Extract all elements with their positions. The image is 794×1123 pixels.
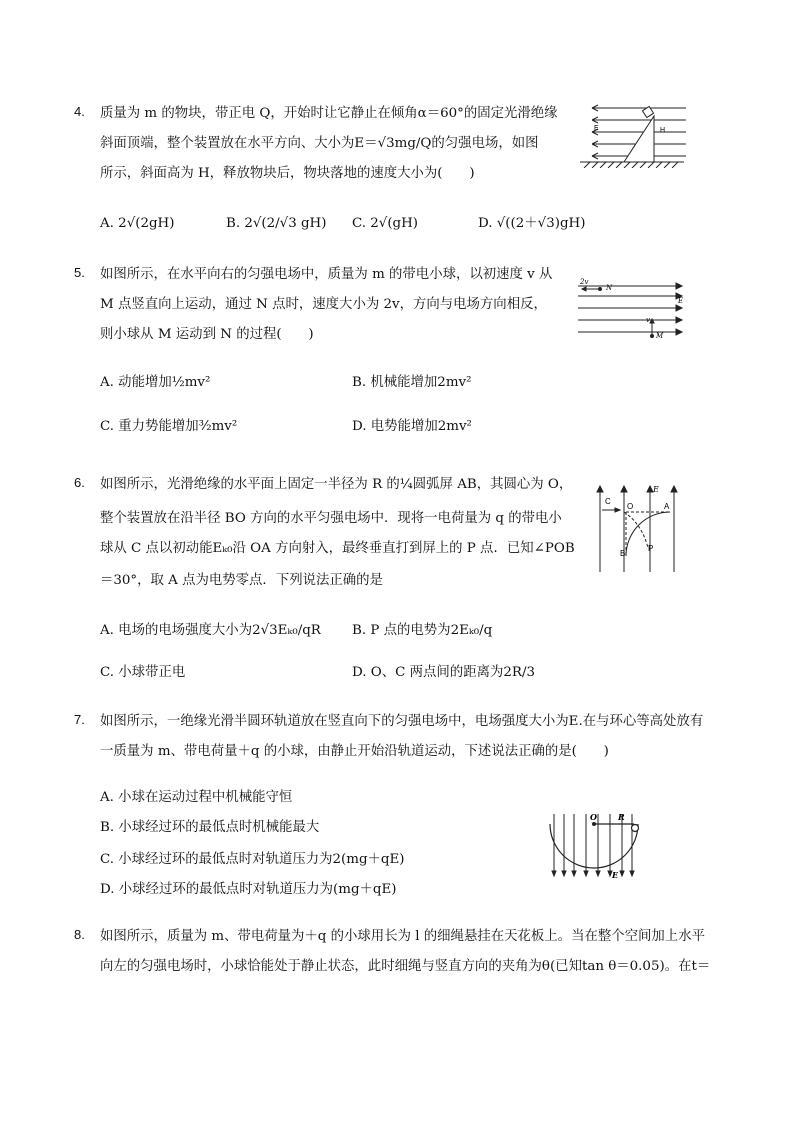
option-b[interactable]: B. 机械能增加2mv² — [352, 375, 472, 390]
option-a[interactable]: A. 2√(2gH) — [100, 216, 175, 231]
figure-label: E — [653, 485, 659, 494]
option-a[interactable]: A. 动能增加½mv² — [100, 375, 211, 390]
figure-label: E — [612, 870, 619, 880]
figure-label: E — [678, 297, 684, 305]
option-d[interactable]: D. 小球经过环的最低点时对轨道压力为(mg＋qE) — [100, 882, 397, 897]
question-text-line: 则小球从 M 运动到 N 的过程( ) — [100, 327, 314, 342]
figure-label: P — [648, 544, 654, 553]
question-number: 5. — [74, 265, 85, 280]
question-text-line: 如图所示，一绝缘光滑半圆环轨道放在竖直向下的匀强电场中，电场强度大小为E.在与环心等高处放有 — [100, 714, 704, 729]
question-text-line: 斜面顶端，整个装置放在水平方向、大小为E＝√3mg/Q的匀强电场，如图 — [100, 136, 539, 151]
question-number: 6. — [74, 475, 85, 490]
question-text-line: 球从 C 点以初动能Eₖ₀沿 OA 方向射入，最终垂直打到屏上的 P 点．已知∠POB — [100, 541, 575, 556]
option-d[interactable]: D. √((2＋√3)gH) — [478, 216, 586, 231]
figure-q5-field — [576, 274, 688, 344]
option-c[interactable]: C. 2√(gH) — [352, 216, 419, 231]
question-text-line: 向左的匀强电场时，小球恰能处于静止状态，此时细绳与竖直方向的夹角为θ(已知tan θ＝0.05)。在t＝ — [100, 959, 711, 974]
question-text-line: 如图所示，光滑绝缘的水平面上固定一半径为 R 的¼圆弧屏 AB，其圆心为 O， — [100, 477, 573, 492]
figure-q6-arc — [596, 482, 682, 574]
question-text-line: 一质量为 m、带电荷量＋q 的小球，由静止开始沿轨道运动，下述说法正确的是( ) — [100, 744, 609, 759]
question-text-line: 质量为 m 的物块，带正电 Q，开始时让它静止在倾角α＝60°的固定光滑绝缘 — [100, 106, 558, 121]
question-text-line: 所示，斜面高为 H，释放物块后，物块落地的速度大小为( ) — [100, 166, 475, 181]
question-text-line: 整个装置放在沿半径 BO 方向的水平匀强电场中．现将一电荷量为 q 的带电小 — [100, 511, 562, 526]
figure-label: B — [620, 549, 626, 558]
option-b[interactable]: B. 小球经过环的最低点时机械能最大 — [100, 820, 320, 835]
option-d[interactable]: D. O、C 两点间的距离为2R/3 — [352, 665, 536, 680]
figure-label: N — [606, 284, 613, 292]
figure-q4-incline — [578, 98, 692, 168]
figure-label: C — [605, 497, 611, 506]
figure-label: R — [618, 812, 625, 822]
option-c[interactable]: C. 重力势能增加³⁄₂mv² — [100, 419, 238, 434]
option-a[interactable]: A. 电场的电场强度大小为2√3Eₖ₀/qR — [100, 623, 321, 638]
figure-label: v — [646, 316, 650, 324]
option-b[interactable]: B. 2√(2/√3 gH) — [226, 216, 327, 231]
figure-label: 2v — [580, 278, 589, 286]
question-text-line: 如图所示，在水平向右的匀强电场中，质量为 m 的带电小球，以初速度 v 从 — [100, 267, 553, 282]
question-number: 8. — [74, 927, 85, 942]
figure-label: E — [594, 125, 599, 132]
question-number: 4. — [74, 104, 85, 119]
question-text-line: 如图所示，质量为 m、带电荷量为＋q 的小球用长为 l 的细绳悬挂在天花板上。当在整个空间加上水平 — [100, 929, 705, 944]
question-text-line: M 点竖直向上运动，通过 N 点时，速度大小为 2v，方向与电场方向相反， — [100, 297, 547, 312]
question-number: 7. — [74, 712, 85, 727]
question-text-line: ＝30°，取 A 点为电势零点．下列说法正确的是 — [100, 573, 383, 588]
figure-label: O — [590, 812, 597, 822]
option-c[interactable]: C. 小球经过环的最低点时对轨道压力为2(mg＋qE) — [100, 852, 405, 867]
option-c[interactable]: C. 小球带正电 — [100, 665, 186, 680]
option-a[interactable]: A. 小球在运动过程中机械能守恒 — [100, 790, 293, 805]
option-d[interactable]: D. 电势能增加2mv² — [352, 419, 472, 434]
figure-q7-semicircle — [546, 806, 646, 882]
figure-label: O — [627, 502, 634, 511]
figure-label: M — [656, 332, 664, 340]
option-b[interactable]: B. P 点的电势为2Eₖ₀/q — [352, 623, 493, 638]
figure-label: A — [664, 502, 670, 511]
figure-label: H — [660, 127, 666, 134]
